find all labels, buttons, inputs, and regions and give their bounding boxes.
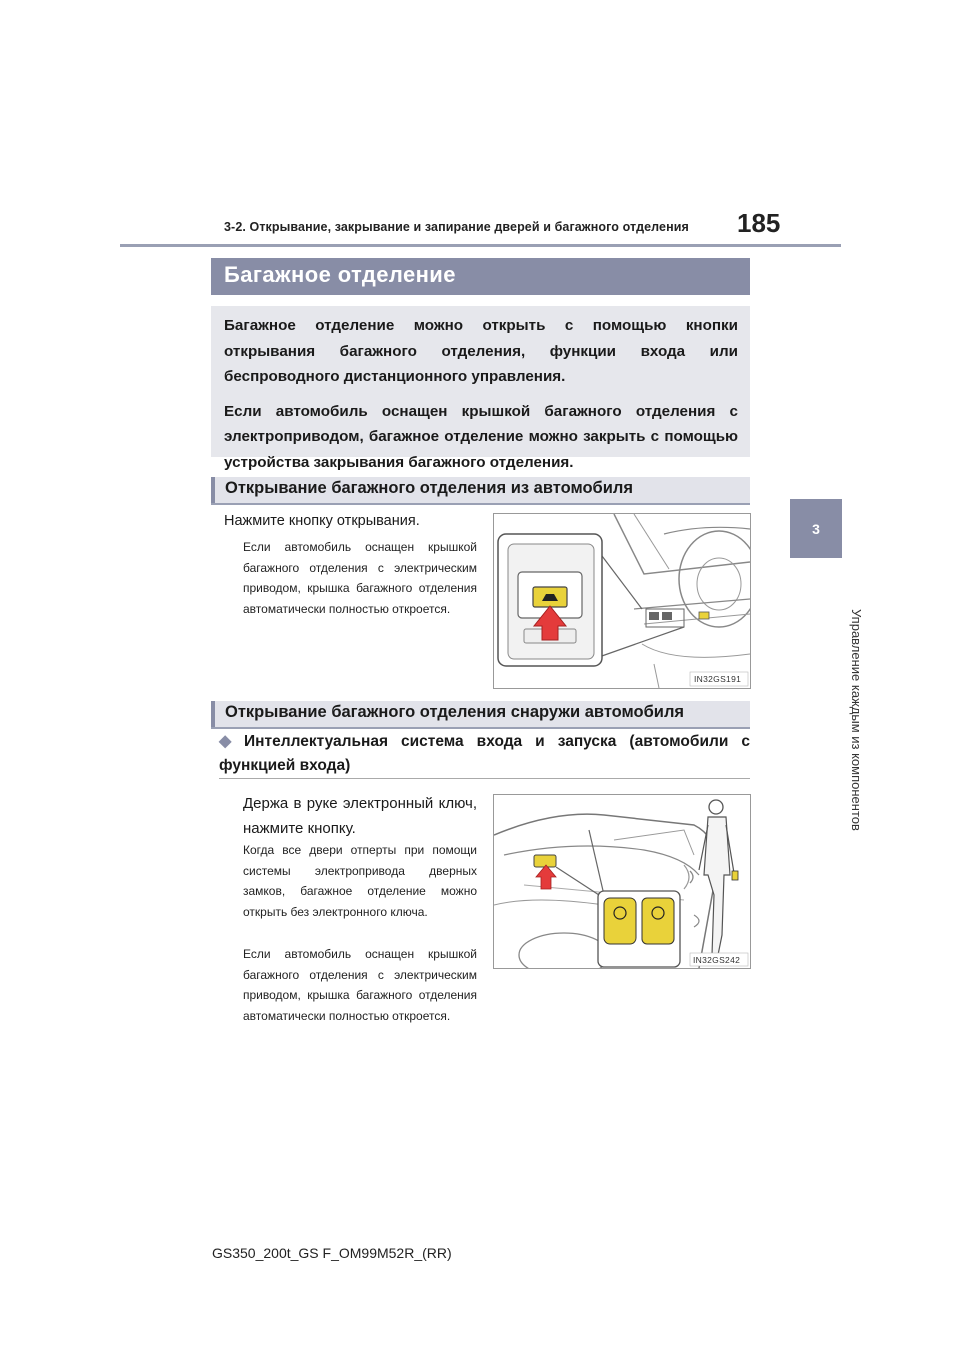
note-text: Если автомобиль оснащен крышкой багажного отделения с электрическим приводом, крышка багажного отделения автоматически полностью откроется. [243, 540, 477, 616]
chapter-tab[interactable] [790, 499, 842, 558]
section-heading-text: Открывание багажного отделения из автомобиля [225, 479, 634, 497]
figure-trunk-button-outside [493, 794, 751, 969]
figure-illustration [494, 795, 750, 968]
running-header: 3-2. Открывание, закрывание и запирание дверей и багажного отделения [224, 220, 689, 234]
intro-paragraph: Багажное отделение можно открыть с помощью кнопки открывания багажного отделения, функции входа или беспроводного дистанционного управления. [224, 317, 738, 385]
intro-box [211, 306, 750, 471]
section-heading-outside [211, 701, 750, 729]
figure-code: IN32GS242 [693, 955, 741, 965]
subsection-heading [219, 730, 750, 777]
page-title: Багажное отделение [224, 262, 456, 287]
page-title-bar [211, 258, 750, 295]
diamond-bullet-icon: ◆ [219, 733, 241, 750]
chapter-number: 3 [812, 520, 820, 537]
note-text: Когда все двери отперты при помощи системы электропривода дверных замков, багажное отделение можно открыть без электронного ключа. [243, 843, 477, 919]
section-heading-text: Открывание багажного отделения снаружи автомобиля [225, 703, 685, 721]
header-divider [120, 244, 841, 247]
note-text: Если автомобиль оснащен крышкой багажного отделения с электрическим приводом, крышка багажного отделения автоматически полностью откроется. [243, 947, 477, 1023]
section-heading-inside [211, 477, 750, 505]
step-text: Нажмите кнопку открывания. [224, 513, 420, 529]
intro-paragraph: Если автомобиль оснащен крышкой багажного отделения с электроприводом, багажное отделение можно закрыть с помощью устройства закрывания багажного отделения. [224, 402, 738, 471]
figure-illustration [494, 514, 750, 688]
chapter-title: Управление каждым из компонентов [849, 609, 864, 831]
subsection-heading-text: Интеллектуальная система входа и запуска (автомобили с функцией входа) [219, 733, 751, 774]
step-text: Держа в руке электронный ключ, нажмите кнопку. [243, 795, 477, 837]
subsection-divider [219, 778, 750, 779]
page-number: 185 [737, 208, 781, 238]
figure-trunk-button-inside [493, 513, 751, 689]
footer-document-code: GS350_200t_GS F_OM99M52R_(RR) [212, 1245, 452, 1261]
figure-code: IN32GS191 [694, 674, 742, 684]
